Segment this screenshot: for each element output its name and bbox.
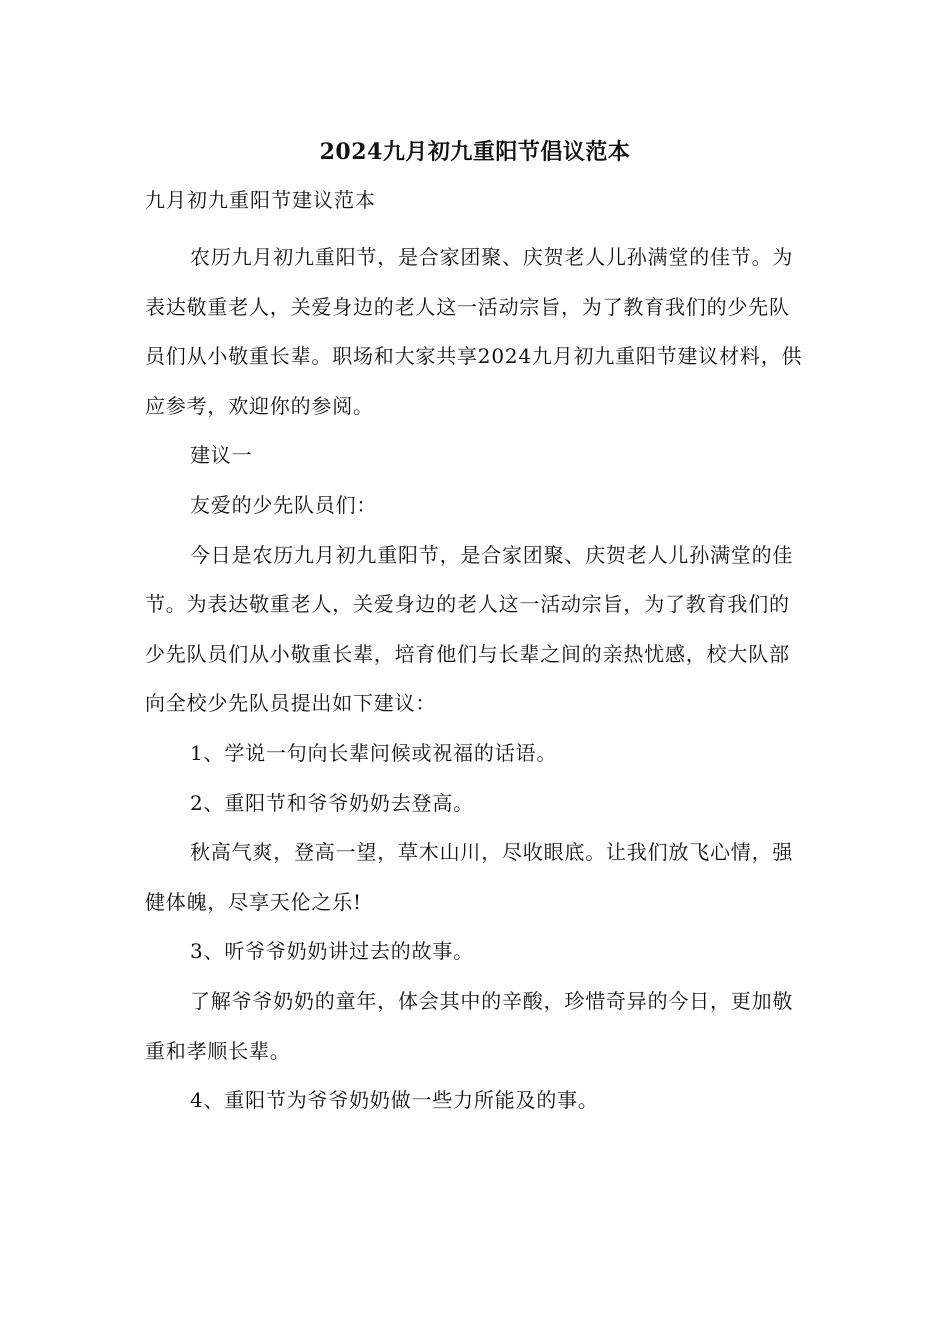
paragraph-item-4: 4、重阳节为爷爷奶奶做一些力所能及的事。 xyxy=(190,1088,599,1113)
paragraph-item-2: 2、重阳节和爷爷奶奶去登高。 xyxy=(190,790,474,815)
paragraph-item-3-detail: 了解爷爷奶奶的童年，体会其中的辛酸，珍惜奇异的今日，更加敬重和孝顺长辈。 xyxy=(145,988,794,1063)
paragraph-item-3: 3、听爷爷奶奶讲过去的故事。 xyxy=(190,939,474,964)
paragraph-greeting: 友爱的少先队员们： xyxy=(190,492,378,517)
paragraph-item-1: 1、学说一句向长辈问候或祝福的话语。 xyxy=(190,740,558,765)
paragraph-item-2-detail: 秋高气爽，登高一望，草木山川，尽收眼底。让我们放飞心情，强健体魄，尽享天伦之乐! xyxy=(145,840,794,914)
paragraph-intro: 农历九月初九重阳节，是合家团聚、庆贺老人儿孙满堂的佳节。为表达敬重老人，关爱身边的老人这一活动宗旨，为了教育我们的少先队员们从小敬重长辈。职场和大家共享2024九月初九重阳节建议材料，供应参考，欢迎你的参阅。 xyxy=(145,245,803,418)
paragraph-main: 今日是农历九月初九重阳节，是合家团聚、庆贺老人儿孙满堂的佳节。为表达敬重老人，关爱身边的老人这一活动宗旨，为了教育我们的少先队员们从小敬重长辈，培育他们与长辈之间的亲热忧感，校大队部向全校少先队员提出如下建议： xyxy=(145,542,794,716)
document-subtitle: 九月初九重阳节建议范本 xyxy=(145,188,376,212)
document-body xyxy=(145,233,810,1126)
document-title: 2024九月初九重阳节倡议范本 xyxy=(319,139,631,165)
paragraph-proposal-heading: 建议一 xyxy=(190,443,253,468)
